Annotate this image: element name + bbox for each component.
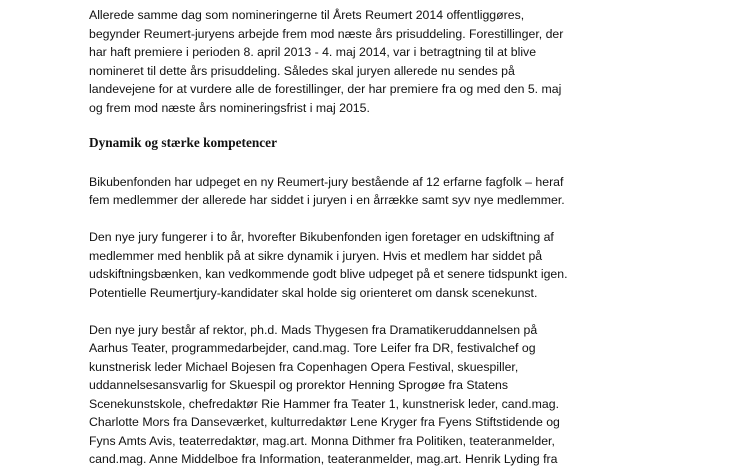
document-body [89, 6, 589, 469]
paragraph-spacer [89, 302, 589, 321]
section-heading: Dynamik og stærke kompetencer [89, 135, 277, 150]
paragraph-spacer [89, 210, 589, 229]
paragraph-spacer [89, 117, 589, 134]
intro-paragraph: Allerede samme dag som nomineringerne til Årets Reumert 2014 offentliggøres, begynder Reumert-juryens arbejde frem mod næste års prisuddeling. Forestillinger, der har haft premiere i perioden 8. april 2013 - 4. maj 2014, var i betragtning til at blive nomineret til dette års prisuddeling. Således skal juryen allerede nu sendes på landevejene for at vurdere alle de forestillinger, der har premiere fra og med den 5. maj og frem mod næste års nomineringsfrist i maj 2015. [89, 8, 564, 115]
jury-members-paragraph: Den nye jury består af rektor, ph.d. Mads Thygesen fra Dramatikeruddannelsen på Aarhus Teater, programmedarbejder, cand.mag. Tore Leifer fra DR, festivalchef og kunstnerisk leder Michael Bojesen fra Copenhagen Opera Festival, skuespiller, uddannelsesansvarlig for Skuespil og prorektor Henning Sprogøe fra Statens Scenekunstskole, chefredaktør Rie Hammer fra Teater 1, kunstnerisk leder, cand.mag. Charlotte Mors fra Danseværket, kulturredaktør Lene Kryger fra Fyens Stiftstidende og Fyns Amts Avis, teaterredaktør, mag.art. Monna Dithmer fra Politiken, teateranmelder, cand.mag. Anne Middelboe fra Information, teateranmelder, mag.art. Henrik Lyding fra [89, 322, 560, 466]
paragraph-spacer [89, 153, 589, 173]
jury-rotation-paragraph: Den nye jury fungerer i to år, hvorefter Bikubenfonden igen foretager en udskiftning af medlemmer med henblik på at sikre dynamik i juryen. Hvis et medlem har siddet på udskiftningsbænken, kan vedkommende godt blive udpeget på et senere tidspunkt igen. Potentielle Reumertjury-kandidater skal holde sig orienteret om dansk scenekunst. [89, 230, 568, 300]
jury-announcement-paragraph: Bikubenfonden har udpeget en ny Reumert-jury bestående af 12 erfarne fagfolk – heraf fem medlemmer der allerede har siddet i juryen i en årrække samt syv nye medlemmer. [89, 174, 565, 207]
